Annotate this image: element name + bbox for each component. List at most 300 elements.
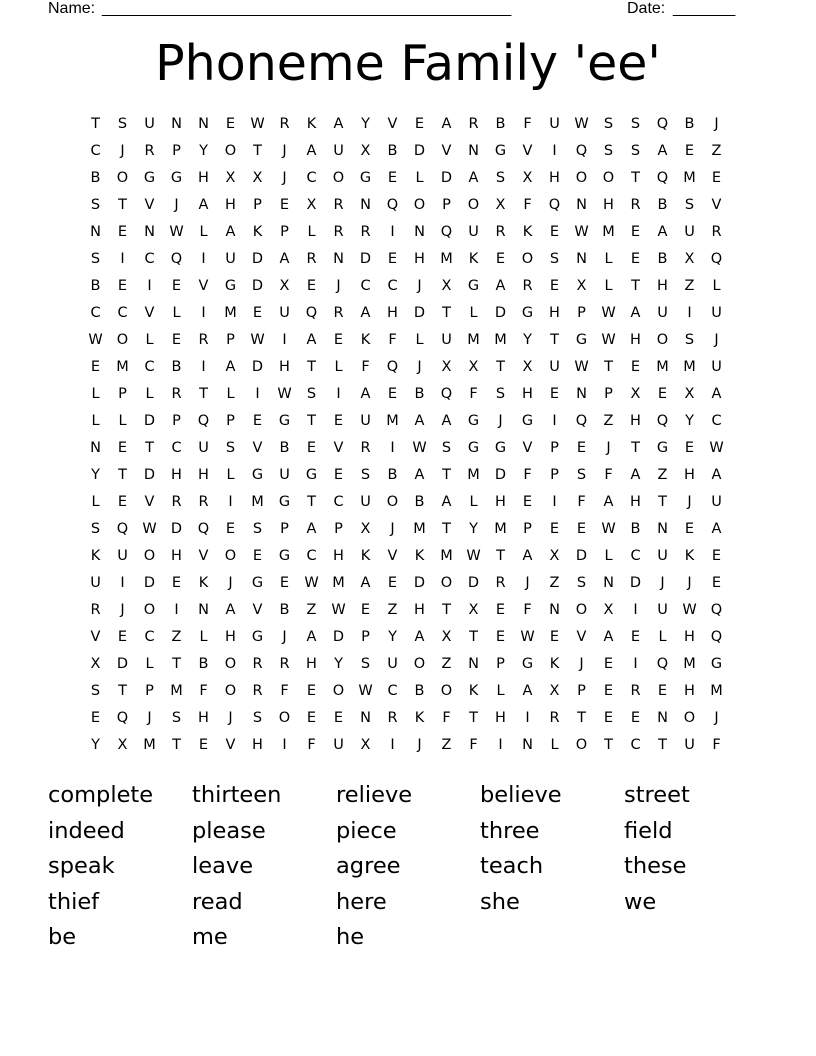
grid-letter: V xyxy=(711,197,722,213)
grid-letter: S xyxy=(90,521,101,537)
grid-letter: M xyxy=(683,170,696,186)
grid-letter: E xyxy=(252,548,263,564)
grid-letter: L xyxy=(91,386,100,402)
word-bank-row xyxy=(48,886,768,922)
grid-letter: G xyxy=(710,656,723,672)
grid-letter: T xyxy=(469,710,478,726)
grid-letter: I xyxy=(390,440,395,456)
grid-letter: A xyxy=(711,521,722,537)
grid-letter: S xyxy=(630,116,641,132)
name-label: Name: xyxy=(48,0,96,17)
grid-letter: W xyxy=(88,332,103,348)
grid-letter: G xyxy=(251,575,264,591)
grid-letter: Q xyxy=(440,224,453,240)
grid-letter: V xyxy=(252,602,263,618)
grid-letter: D xyxy=(413,305,426,321)
grid-letter: W xyxy=(331,602,346,618)
grid-letter: E xyxy=(549,629,560,645)
grid-letter: A xyxy=(657,143,668,159)
grid-letter: T xyxy=(172,656,181,672)
grid-letter: U xyxy=(711,305,722,321)
grid-letter: Z xyxy=(306,602,317,618)
grid-letter: R xyxy=(549,710,560,726)
grid-letter: C xyxy=(171,440,182,456)
grid-letter: O xyxy=(143,548,156,564)
word-bank-word: street xyxy=(624,782,690,808)
grid-letter: A xyxy=(522,548,533,564)
grid-letter: O xyxy=(521,251,534,267)
grid-letter: E xyxy=(630,224,641,240)
grid-letter: J xyxy=(714,710,719,726)
grid-letter: V xyxy=(522,143,533,159)
grid-letter: D xyxy=(494,305,507,321)
grid-letter: B xyxy=(630,521,641,537)
grid-letter: C xyxy=(144,251,155,267)
word-bank-word: believe xyxy=(480,782,562,808)
grid-letter: T xyxy=(442,467,451,483)
grid-letter: E xyxy=(279,575,290,591)
grid-letter: M xyxy=(386,413,399,429)
grid-letter: G xyxy=(251,467,264,483)
word-bank-word: field xyxy=(624,817,673,844)
grid-letter: K xyxy=(684,548,695,564)
header-line xyxy=(48,0,748,19)
grid-row xyxy=(82,653,757,680)
grid-letter: M xyxy=(116,359,129,375)
grid-letter: W xyxy=(358,683,373,699)
grid-letter: H xyxy=(198,710,209,726)
grid-letter: F xyxy=(280,683,289,699)
grid-letter: A xyxy=(279,251,290,267)
grid-letter: S xyxy=(360,656,371,672)
grid-row xyxy=(82,518,757,545)
grid-letter: P xyxy=(280,521,289,537)
grid-letter: J xyxy=(579,656,584,672)
grid-letter: V xyxy=(522,440,533,456)
grid-letter: A xyxy=(711,386,722,402)
grid-letter: H xyxy=(630,332,641,348)
grid-letter: H xyxy=(198,170,209,186)
grid-letter: G xyxy=(251,629,264,645)
grid-letter: K xyxy=(414,710,425,726)
grid-letter: T xyxy=(604,737,613,753)
grid-letter: H xyxy=(225,629,236,645)
grid-letter: X xyxy=(117,737,128,753)
grid-letter: E xyxy=(684,440,695,456)
grid-letter: P xyxy=(604,386,613,402)
grid-letter: R xyxy=(198,332,209,348)
grid-letter: Z xyxy=(657,467,668,483)
grid-letter: G xyxy=(521,305,534,321)
grid-letter: T xyxy=(442,305,451,321)
grid-letter: X xyxy=(360,737,371,753)
grid-letter: Z xyxy=(549,575,560,591)
grid-letter: C xyxy=(90,305,101,321)
grid-letter: U xyxy=(225,251,236,267)
grid-letter: S xyxy=(90,197,101,213)
grid-letter: N xyxy=(198,116,209,132)
grid-letter: P xyxy=(172,413,181,429)
grid-letter: G xyxy=(656,440,669,456)
grid-letter: S xyxy=(549,251,560,267)
grid-letter: G xyxy=(521,656,534,672)
grid-letter: E xyxy=(360,602,371,618)
grid-letter: A xyxy=(441,494,452,510)
grid-letter: H xyxy=(171,548,182,564)
grid-letter: K xyxy=(522,224,533,240)
grid-letter: E xyxy=(630,629,641,645)
grid-letter: S xyxy=(576,467,587,483)
grid-letter: L xyxy=(145,656,154,672)
grid-letter: B xyxy=(414,683,425,699)
grid-letter: I xyxy=(174,602,179,618)
grid-letter: H xyxy=(171,467,182,483)
grid-letter: O xyxy=(224,656,237,672)
grid-letter: O xyxy=(386,494,399,510)
name-blank-line: ______________________________________________ xyxy=(102,0,512,17)
grid-letter: Q xyxy=(116,521,129,537)
grid-letter: M xyxy=(683,359,696,375)
grid-letter: N xyxy=(657,521,668,537)
grid-letter: C xyxy=(360,278,371,294)
grid-letter: W xyxy=(304,575,319,591)
word-bank-word: read xyxy=(192,888,243,915)
grid-letter: K xyxy=(198,575,209,591)
grid-letter: N xyxy=(603,575,614,591)
grid-letter: X xyxy=(549,548,560,564)
grid-letter: M xyxy=(440,251,453,267)
grid-letter: H xyxy=(522,386,533,402)
grid-letter: Q xyxy=(116,710,129,726)
grid-letter: Y xyxy=(199,143,208,159)
grid-letter: V xyxy=(441,143,452,159)
grid-letter: A xyxy=(468,170,479,186)
grid-letter: D xyxy=(413,575,426,591)
grid-letter: T xyxy=(172,737,181,753)
grid-letter: R xyxy=(522,278,533,294)
grid-letter: S xyxy=(171,710,182,726)
grid-letter: E xyxy=(495,602,506,618)
grid-letter: X xyxy=(468,602,479,618)
grid-letter: G xyxy=(467,413,480,429)
grid-row xyxy=(82,221,757,248)
grid-letter: A xyxy=(225,224,236,240)
grid-letter: D xyxy=(359,251,372,267)
grid-letter: Q xyxy=(170,251,183,267)
grid-letter: Y xyxy=(334,656,343,672)
grid-letter: H xyxy=(603,197,614,213)
grid-letter: H xyxy=(306,656,317,672)
grid-letter: Z xyxy=(441,656,452,672)
grid-row xyxy=(82,410,757,437)
grid-letter: E xyxy=(225,521,236,537)
grid-letter: W xyxy=(142,521,157,537)
grid-letter: L xyxy=(118,413,127,429)
grid-letter: E xyxy=(603,710,614,726)
grid-letter: Q xyxy=(575,143,588,159)
grid-letter: M xyxy=(440,548,453,564)
grid-letter: R xyxy=(495,224,506,240)
letter-grid xyxy=(82,113,757,761)
word-bank xyxy=(48,779,768,957)
grid-letter: E xyxy=(549,224,560,240)
grid-letter: W xyxy=(277,386,292,402)
grid-letter: A xyxy=(495,278,506,294)
grid-letter: U xyxy=(657,548,668,564)
grid-letter: E xyxy=(711,575,722,591)
grid-letter: L xyxy=(199,224,208,240)
grid-letter: D xyxy=(251,251,264,267)
grid-letter: U xyxy=(684,224,695,240)
grid-letter: E xyxy=(306,278,317,294)
grid-letter: T xyxy=(604,359,613,375)
grid-letter: N xyxy=(198,602,209,618)
grid-letter: O xyxy=(116,170,129,186)
grid-letter: N xyxy=(576,251,587,267)
word-bank-word: thief xyxy=(48,888,100,915)
grid-letter: J xyxy=(147,710,152,726)
grid-letter: H xyxy=(630,494,641,510)
grid-letter: S xyxy=(225,440,236,456)
word-bank-row xyxy=(48,921,768,957)
page-title: Phoneme Family 'ee' xyxy=(155,35,661,92)
grid-letter: E xyxy=(117,224,128,240)
grid-letter: U xyxy=(279,467,290,483)
grid-letter: A xyxy=(306,521,317,537)
grid-letter: A xyxy=(225,602,236,618)
grid-letter: A xyxy=(306,629,317,645)
grid-letter: E xyxy=(549,278,560,294)
grid-letter: C xyxy=(387,278,398,294)
grid-letter: E xyxy=(603,656,614,672)
grid-letter: P xyxy=(523,521,532,537)
word-bank-row xyxy=(48,850,768,886)
grid-letter: J xyxy=(282,170,287,186)
grid-letter: P xyxy=(550,467,559,483)
grid-letter: X xyxy=(441,278,452,294)
grid-row xyxy=(82,599,757,626)
grid-letter: L xyxy=(226,467,235,483)
grid-letter: I xyxy=(201,359,206,375)
grid-letter: T xyxy=(253,143,262,159)
grid-letter: A xyxy=(360,575,371,591)
grid-letter: O xyxy=(224,683,237,699)
grid-row xyxy=(82,383,757,410)
grid-letter: A xyxy=(441,413,452,429)
grid-letter: D xyxy=(440,170,453,186)
grid-row xyxy=(82,437,757,464)
grid-letter: H xyxy=(225,197,236,213)
grid-letter: L xyxy=(145,386,154,402)
grid-letter: V xyxy=(387,116,398,132)
grid-letter: E xyxy=(522,494,533,510)
grid-letter: R xyxy=(630,197,641,213)
grid-letter: F xyxy=(442,710,451,726)
grid-letter: O xyxy=(278,710,291,726)
grid-letter: M xyxy=(332,575,345,591)
grid-letter: S xyxy=(684,332,695,348)
grid-letter: E xyxy=(117,278,128,294)
grid-letter: V xyxy=(576,629,587,645)
grid-letter: B xyxy=(495,116,506,132)
grid-letter: Y xyxy=(523,332,532,348)
grid-letter: L xyxy=(145,332,154,348)
grid-letter: E xyxy=(171,575,182,591)
grid-letter: O xyxy=(656,332,669,348)
grid-letter: E xyxy=(90,710,101,726)
grid-letter: U xyxy=(387,656,398,672)
grid-letter: T xyxy=(550,332,559,348)
grid-letter: Q xyxy=(710,629,723,645)
grid-letter: S xyxy=(495,386,506,402)
grid-letter: E xyxy=(630,710,641,726)
grid-letter: G xyxy=(521,413,534,429)
grid-letter: U xyxy=(90,575,101,591)
grid-letter: O xyxy=(575,602,588,618)
grid-letter: N xyxy=(90,440,101,456)
grid-letter: X xyxy=(630,386,641,402)
grid-letter: S xyxy=(252,710,263,726)
grid-letter: I xyxy=(201,251,206,267)
grid-letter: J xyxy=(687,494,692,510)
grid-letter: J xyxy=(687,575,692,591)
grid-letter: E xyxy=(684,521,695,537)
grid-letter: O xyxy=(683,710,696,726)
grid-letter: J xyxy=(120,602,125,618)
grid-row xyxy=(82,626,757,653)
grid-letter: M xyxy=(143,737,156,753)
grid-letter: U xyxy=(279,305,290,321)
grid-letter: E xyxy=(171,332,182,348)
grid-letter: E xyxy=(117,494,128,510)
grid-letter: R xyxy=(630,683,641,699)
grid-letter: D xyxy=(494,467,507,483)
grid-letter: X xyxy=(90,656,101,672)
grid-letter: B xyxy=(198,656,209,672)
word-bank-word: speak xyxy=(48,853,115,880)
grid-letter: P xyxy=(253,197,262,213)
grid-letter: S xyxy=(441,440,452,456)
grid-letter: M xyxy=(602,224,615,240)
grid-letter: X xyxy=(522,170,533,186)
grid-letter: U xyxy=(360,494,371,510)
word-bank-word: leave xyxy=(192,853,254,880)
grid-letter: C xyxy=(711,413,722,429)
grid-letter: V xyxy=(252,440,263,456)
grid-letter: Q xyxy=(197,521,210,537)
grid-letter: I xyxy=(390,737,395,753)
grid-letter: J xyxy=(417,737,422,753)
word-bank-word: complete xyxy=(48,782,154,808)
grid-letter: T xyxy=(658,494,667,510)
grid-letter: L xyxy=(496,683,505,699)
grid-letter: Z xyxy=(603,413,614,429)
grid-letter: K xyxy=(360,548,371,564)
grid-letter: F xyxy=(523,116,532,132)
grid-letter: H xyxy=(414,602,425,618)
grid-letter: V xyxy=(198,278,209,294)
grid-letter: U xyxy=(657,305,668,321)
grid-letter: T xyxy=(118,683,127,699)
grid-letter: R xyxy=(306,251,317,267)
grid-row xyxy=(82,572,757,599)
grid-letter: S xyxy=(252,521,263,537)
grid-letter: J xyxy=(498,413,503,429)
grid-letter: V xyxy=(144,494,155,510)
grid-letter: E xyxy=(225,116,236,132)
grid-letter: A xyxy=(630,467,641,483)
grid-letter: Q xyxy=(575,413,588,429)
grid-letter: W xyxy=(412,440,427,456)
grid-letter: X xyxy=(684,386,695,402)
grid-letter: N xyxy=(549,602,560,618)
grid-letter: W xyxy=(169,224,184,240)
grid-letter: E xyxy=(306,683,317,699)
word-bank-word: we xyxy=(624,888,657,915)
grid-letter: Z xyxy=(387,602,398,618)
grid-row xyxy=(82,140,757,167)
grid-row xyxy=(82,680,757,707)
grid-letter: H xyxy=(684,629,695,645)
grid-letter: T xyxy=(442,602,451,618)
grid-letter: R xyxy=(198,494,209,510)
grid-letter: R xyxy=(252,683,263,699)
grid-letter: H xyxy=(657,278,668,294)
grid-letter: Z xyxy=(711,143,722,159)
grid-letter: R xyxy=(333,224,344,240)
grid-letter: S xyxy=(603,116,614,132)
grid-letter: G xyxy=(278,413,291,429)
grid-letter: E xyxy=(387,170,398,186)
grid-letter: D xyxy=(251,278,264,294)
grid-letter: C xyxy=(306,170,317,186)
grid-letter: L xyxy=(172,305,181,321)
grid-letter: G xyxy=(170,170,183,186)
grid-letter: A xyxy=(630,305,641,321)
grid-letter: E xyxy=(333,467,344,483)
grid-letter: H xyxy=(684,467,695,483)
grid-letter: B xyxy=(387,143,398,159)
grid-letter: W xyxy=(601,521,616,537)
grid-letter: G xyxy=(278,548,291,564)
grid-letter: I xyxy=(282,737,287,753)
grid-letter: K xyxy=(252,224,263,240)
grid-letter: M xyxy=(494,521,507,537)
grid-letter: E xyxy=(684,143,695,159)
grid-letter: L xyxy=(469,305,478,321)
grid-letter: M xyxy=(656,359,669,375)
grid-letter: A xyxy=(657,224,668,240)
grid-letter: R xyxy=(333,305,344,321)
grid-letter: P xyxy=(577,683,586,699)
word-bank-word: three xyxy=(480,817,540,844)
grid-letter: W xyxy=(466,548,481,564)
grid-letter: M xyxy=(494,332,507,348)
grid-letter: X xyxy=(306,197,317,213)
grid-letter: X xyxy=(225,170,236,186)
grid-letter: T xyxy=(577,710,586,726)
grid-letter: I xyxy=(552,143,557,159)
grid-letter: Q xyxy=(305,305,318,321)
grid-letter: T xyxy=(307,413,316,429)
grid-letter: X xyxy=(603,602,614,618)
grid-letter: F xyxy=(577,494,586,510)
grid-letter: A xyxy=(414,467,425,483)
grid-letter: I xyxy=(633,656,638,672)
grid-letter: J xyxy=(282,143,287,159)
grid-letter: X xyxy=(279,278,290,294)
grid-letter: R xyxy=(333,197,344,213)
